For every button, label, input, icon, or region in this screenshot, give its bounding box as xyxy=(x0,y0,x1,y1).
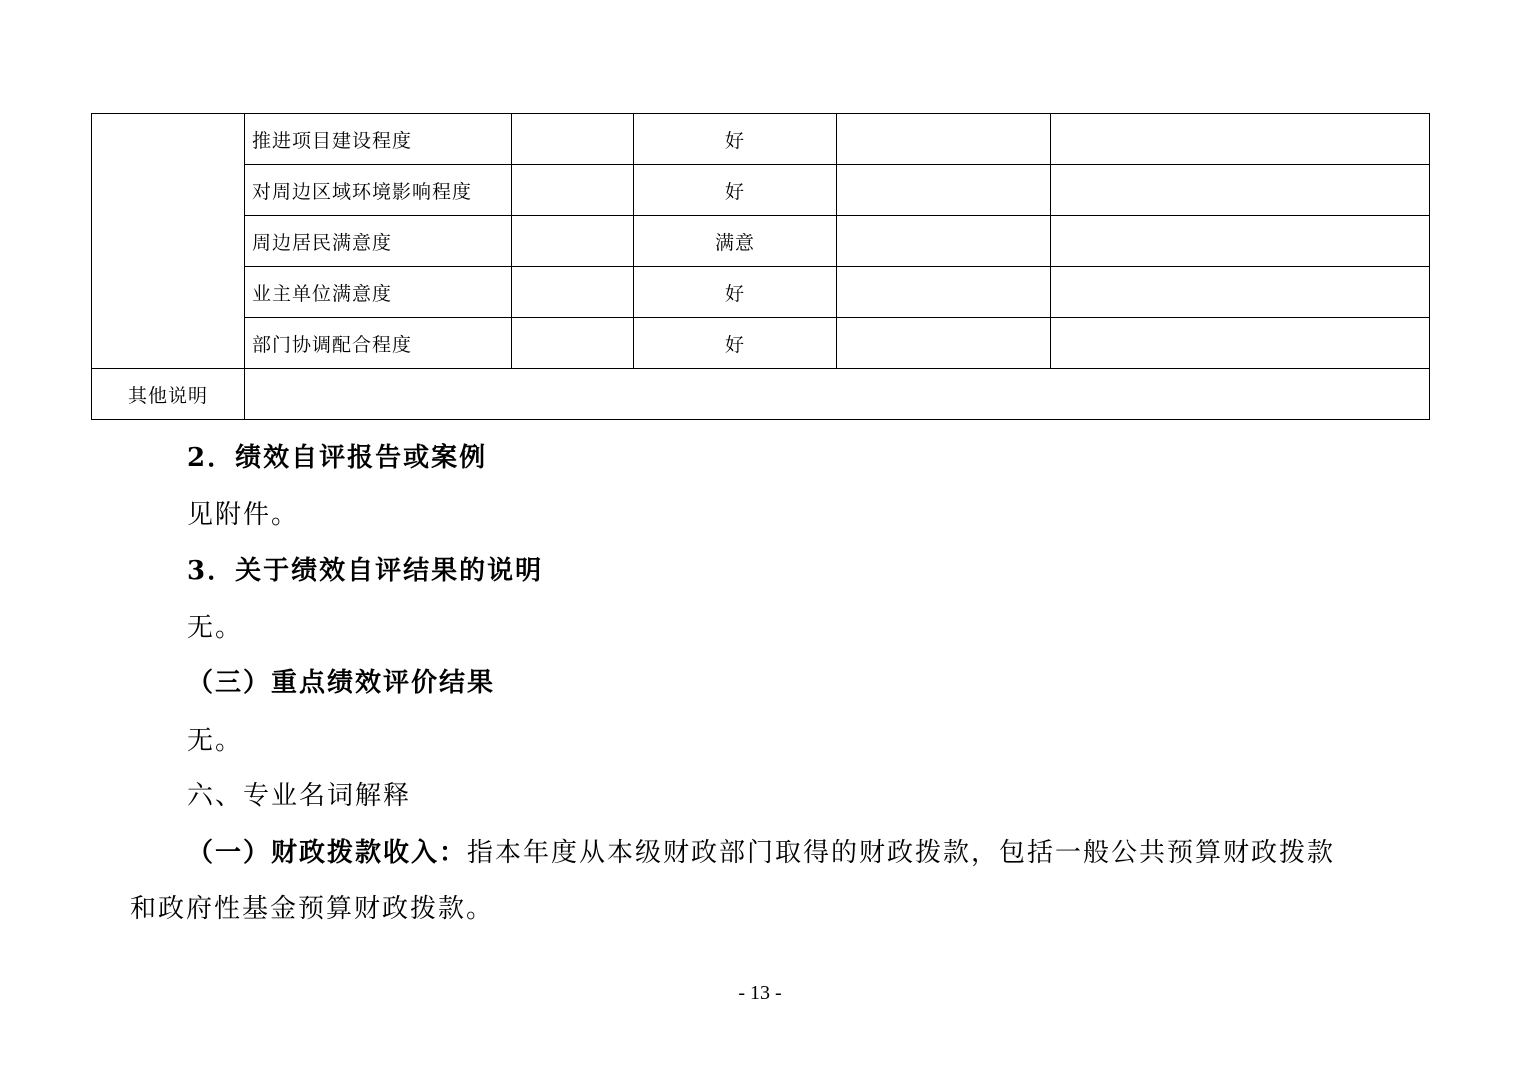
indicator-name: 推进项目建设程度 xyxy=(245,114,512,165)
empty-cell xyxy=(1051,318,1430,369)
section-2-heading: 2．绩效自评报告或案例 xyxy=(187,443,488,473)
indicator-name: 周边居民满意度 xyxy=(245,216,512,267)
indicator-name: 部门协调配合程度 xyxy=(245,318,512,369)
indicator-value: 好 xyxy=(634,267,837,318)
key-evaluation-heading: （三）重点绩效评价结果 xyxy=(187,668,496,698)
table-row xyxy=(92,267,1430,318)
empty-cell xyxy=(512,267,634,318)
empty-cell xyxy=(512,165,634,216)
empty-cell xyxy=(512,114,634,165)
section-3-body: 无。 xyxy=(187,613,244,643)
definition-1-text: 指本年度从本级财政部门取得的财政拨款，包括一般公共预算财政拨款 xyxy=(467,838,1336,868)
table-row xyxy=(92,114,1430,165)
empty-cell xyxy=(1051,114,1430,165)
section-6-heading: 六、专业名词解释 xyxy=(187,781,412,811)
section-2-body: 见附件。 xyxy=(187,500,300,530)
empty-cell xyxy=(837,114,1051,165)
empty-cell xyxy=(837,165,1051,216)
empty-cell xyxy=(837,216,1051,267)
table-row xyxy=(92,318,1430,369)
empty-cell xyxy=(1051,165,1430,216)
indicator-name: 业主单位满意度 xyxy=(245,267,512,318)
table-row xyxy=(92,216,1430,267)
indicator-value: 满意 xyxy=(634,216,837,267)
definition-1-term: （一）财政拨款收入： xyxy=(187,838,468,868)
remarks-label: 其他说明 xyxy=(92,369,245,420)
indicator-value: 好 xyxy=(634,165,837,216)
page-number: - 13 - xyxy=(738,982,782,1004)
empty-cell xyxy=(1051,267,1430,318)
definition-1-line xyxy=(187,835,1335,871)
table-row-remarks xyxy=(92,369,1430,420)
empty-cell xyxy=(837,318,1051,369)
remarks-value xyxy=(245,369,1430,420)
category-cell xyxy=(92,114,245,369)
key-evaluation-body: 无。 xyxy=(187,726,244,756)
indicator-table xyxy=(91,113,1430,420)
indicator-name: 对周边区域环境影响程度 xyxy=(245,165,512,216)
indicator-value: 好 xyxy=(634,318,837,369)
section-3-heading: 3．关于绩效自评结果的说明 xyxy=(187,556,544,586)
empty-cell xyxy=(512,216,634,267)
empty-cell xyxy=(1051,216,1430,267)
indicator-value: 好 xyxy=(634,114,837,165)
empty-cell xyxy=(837,267,1051,318)
table-row xyxy=(92,165,1430,216)
definition-1-continuation: 和政府性基金预算财政拨款。 xyxy=(130,894,495,924)
empty-cell xyxy=(512,318,634,369)
